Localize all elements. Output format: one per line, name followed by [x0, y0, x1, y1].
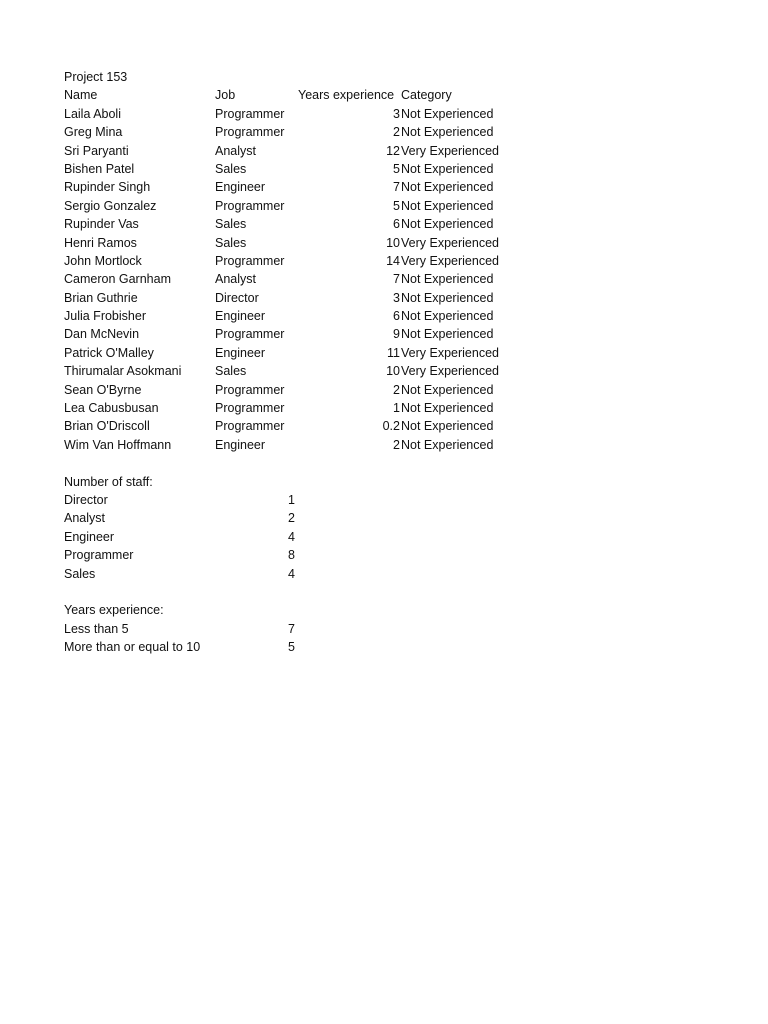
- table-row: [64, 178, 524, 196]
- summary-value: 7: [288, 621, 295, 636]
- summary-row: [64, 638, 524, 656]
- staff-years: 2: [393, 125, 400, 140]
- staff-job: Sales: [215, 217, 247, 232]
- summary-row: [64, 509, 524, 527]
- staff-years: 7: [393, 272, 400, 287]
- summary-label: Engineer: [64, 529, 115, 544]
- staff-name: Patrick O'Malley: [64, 345, 154, 360]
- staff-category: Not Experienced: [401, 401, 494, 416]
- header-name: Name: [64, 88, 98, 103]
- staff-name: Rupinder Singh: [64, 180, 151, 195]
- staff-job: Sales: [215, 235, 247, 250]
- staff-name: Sergio Gonzalez: [64, 198, 157, 213]
- staff-job: Programmer: [215, 327, 285, 342]
- table-row: [64, 123, 524, 141]
- staff-years: 6: [393, 217, 400, 232]
- staff-category: Not Experienced: [401, 290, 494, 305]
- staff-name: Bishen Patel: [64, 161, 135, 176]
- table-row: [64, 307, 524, 325]
- table-row: [64, 399, 524, 417]
- table-row: [64, 160, 524, 178]
- staff-category: Very Experienced: [401, 253, 499, 268]
- summary-value: 5: [288, 640, 295, 655]
- staff-name: Lea Cabusbusan: [64, 401, 159, 416]
- header-category: Category: [401, 88, 452, 103]
- staff-job: Programmer: [215, 125, 285, 140]
- summary-label: Director: [64, 492, 108, 507]
- table-row: [64, 142, 524, 160]
- summary-label: Sales: [64, 566, 96, 581]
- staff-job: Sales: [215, 161, 247, 176]
- table-row: [64, 215, 524, 233]
- table-row: [64, 381, 524, 399]
- staff-category: Very Experienced: [401, 143, 499, 158]
- staff-category: Not Experienced: [401, 272, 494, 287]
- experience-summary-heading-row: [64, 601, 524, 619]
- staff-job: Analyst: [215, 272, 256, 287]
- staff-category: Very Experienced: [401, 345, 499, 360]
- staff-job: Engineer: [215, 180, 266, 195]
- summary-value: 2: [288, 511, 295, 526]
- table-row: [64, 344, 524, 362]
- staff-name: Brian Guthrie: [64, 290, 138, 305]
- staff-job: Director: [215, 290, 259, 305]
- header-job: Job: [215, 88, 236, 103]
- summary-label: Analyst: [64, 511, 105, 526]
- summary-value: 8: [288, 548, 295, 563]
- staff-job: Sales: [215, 364, 247, 379]
- staff-job: Programmer: [215, 382, 285, 397]
- staff-job: Engineer: [215, 345, 266, 360]
- staff-name: Cameron Garnham: [64, 272, 171, 287]
- staff-job: Engineer: [215, 309, 266, 324]
- staff-years: 3: [393, 106, 400, 121]
- staff-name: Thirumalar Asokmani: [64, 364, 182, 379]
- table-row: [64, 362, 524, 380]
- staff-category: Not Experienced: [401, 437, 494, 452]
- staff-category: Not Experienced: [401, 327, 494, 342]
- staff-years: 7: [393, 180, 400, 195]
- staff-years: 10: [386, 235, 400, 250]
- staff-category: Not Experienced: [401, 125, 494, 140]
- staff-name: Dan McNevin: [64, 327, 140, 342]
- staff-job: Programmer: [215, 419, 285, 434]
- spacer: [64, 454, 524, 472]
- staff-name: Brian O'Driscoll: [64, 419, 150, 434]
- staff-years: 12: [386, 143, 400, 158]
- staff-years: 2: [393, 437, 400, 452]
- summary-row: [64, 546, 524, 564]
- table-row: [64, 197, 524, 215]
- staff-category: Very Experienced: [401, 235, 499, 250]
- staff-category: Not Experienced: [401, 217, 494, 232]
- header-row: [64, 86, 524, 104]
- staff-summary-table: [64, 491, 524, 583]
- summary-row: [64, 620, 524, 638]
- staff-category: Not Experienced: [401, 198, 494, 213]
- staff-name: John Mortlock: [64, 253, 142, 268]
- summary-row: [64, 565, 524, 583]
- staff-name: Wim Van Hoffmann: [64, 437, 172, 452]
- staff-years: 5: [393, 198, 400, 213]
- staff-job: Programmer: [215, 106, 285, 121]
- staff-years: 6: [393, 309, 400, 324]
- table-row: [64, 105, 524, 123]
- summary-value: 4: [288, 566, 295, 581]
- staff-years: 5: [393, 161, 400, 176]
- table-row: [64, 270, 524, 288]
- staff-years: 2: [393, 382, 400, 397]
- staff-category: Not Experienced: [401, 309, 494, 324]
- staff-table: [64, 105, 524, 454]
- staff-job: Analyst: [215, 143, 256, 158]
- staff-years: 0.2: [382, 419, 400, 434]
- spreadsheet: [64, 68, 524, 657]
- staff-job: Programmer: [215, 253, 285, 268]
- table-row: [64, 325, 524, 343]
- title-row: [64, 68, 524, 86]
- spacer: [64, 583, 524, 601]
- staff-summary-heading: Number of staff:: [64, 474, 153, 489]
- staff-name: Julia Frobisher: [64, 309, 146, 324]
- staff-years: 10: [386, 364, 400, 379]
- summary-row: [64, 491, 524, 509]
- experience-summary-heading: Years experience:: [64, 603, 164, 618]
- staff-job: Engineer: [215, 437, 266, 452]
- sheet-title: Project 153: [64, 70, 128, 84]
- table-row: [64, 252, 524, 270]
- staff-category: Not Experienced: [401, 161, 494, 176]
- staff-years: 9: [393, 327, 400, 342]
- staff-job: Programmer: [215, 198, 285, 213]
- table-row: [64, 289, 524, 307]
- summary-label: Less than 5: [64, 621, 129, 636]
- summary-value: 4: [288, 529, 295, 544]
- summary-label: More than or equal to 10: [64, 640, 201, 655]
- staff-years: 3: [393, 290, 400, 305]
- staff-name: Greg Mina: [64, 125, 123, 140]
- staff-category: Very Experienced: [401, 364, 499, 379]
- summary-value: 1: [288, 492, 295, 507]
- table-row: [64, 436, 524, 454]
- staff-category: Not Experienced: [401, 419, 494, 434]
- staff-years: 1: [393, 401, 400, 416]
- staff-category: Not Experienced: [401, 382, 494, 397]
- summary-row: [64, 528, 524, 546]
- staff-summary-heading-row: [64, 473, 524, 491]
- staff-name: Sean O'Byrne: [64, 382, 142, 397]
- staff-category: Not Experienced: [401, 106, 494, 121]
- summary-label: Programmer: [64, 548, 134, 563]
- staff-years: 11: [387, 345, 400, 360]
- header-years: Years experience: [298, 88, 395, 103]
- staff-name: Sri Paryanti: [64, 143, 129, 158]
- table-row: [64, 234, 524, 252]
- staff-name: Henri Ramos: [64, 235, 137, 250]
- staff-category: Not Experienced: [401, 180, 494, 195]
- staff-name: Laila Aboli: [64, 106, 121, 121]
- staff-job: Programmer: [215, 401, 285, 416]
- staff-years: 14: [386, 253, 400, 268]
- experience-summary-table: [64, 620, 524, 657]
- staff-name: Rupinder Vas: [64, 217, 139, 232]
- table-row: [64, 417, 524, 435]
